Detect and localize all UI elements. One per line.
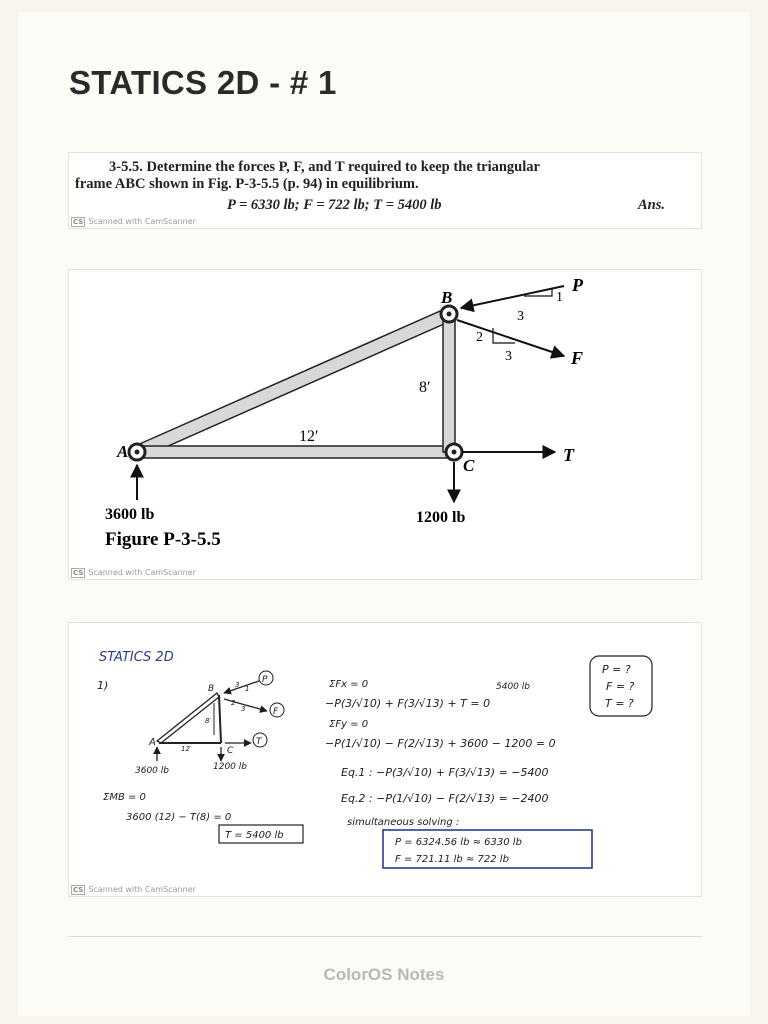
scan-watermark: CS Scanned with CamScanner [73,885,196,894]
label-c: C [463,456,475,475]
solution-image[interactable] [68,622,702,897]
f-result: F = 721.11 lb ≈ 722 lb [395,854,509,865]
sum-moment-b: ΣMB = 0 [103,792,146,803]
svg-text:2: 2 [231,699,236,707]
label-p: P [572,275,583,295]
problem-answer: P = 6330 lb; F = 722 lb; T = 5400 lb [227,197,442,213]
svg-text:3: 3 [241,705,246,713]
label-p-rise: 1 [556,290,563,305]
label-load-a: 3600 lb [105,506,155,523]
sketch-label-c: C [227,746,234,756]
svg-text:1: 1 [245,685,250,693]
sketch-label-p: P [262,675,268,685]
truss-figure [69,270,702,580]
sketch-label-f: F [273,707,279,717]
camscanner-icon: CS [73,218,84,226]
force-p-arrow [461,286,564,308]
camscanner-icon: CS [73,886,84,894]
member-ab [135,308,453,458]
sketch-label-b: B [208,684,215,694]
label-b: B [441,288,453,307]
problem-line-2: frame ABC shown in Fig. P-3-5.5 (p. 94) in equilibrium. [75,176,419,192]
label-p-run: 3 [517,309,524,324]
sketch-member-bc [219,695,221,743]
label-f: F [571,348,584,368]
problem-number: 3-5.5. [109,159,143,175]
app-footer: ColorOS Notes [323,965,445,984]
sketch-len-ac: 12′ [181,745,192,753]
label-t: T [563,445,574,465]
note-title[interactable]: STATICS 2D - # 1 [69,64,337,101]
solution-header: STATICS 2D [99,650,174,665]
moment-equation: 3600 (12) − T(8) = 0 [126,812,232,823]
camscanner-icon: CS [73,569,84,577]
equation-2: Eq.2 : −P(1/√10) − F(2/√13) = −2400 [341,792,549,805]
label-a: A [117,442,129,461]
figure-caption: Figure P-3-5.5 [105,529,221,550]
equation-1: Eq.1 : −P(3/√10) + F(3/√13) = −5400 [341,766,549,779]
solution-item: 1) [97,679,109,692]
sketch-load-c-label: 1200 lb [213,762,247,772]
problem-statement-image[interactable] [68,152,702,229]
answer-label: Ans. [638,197,666,213]
simultaneous-label: simultaneous solving : [347,817,460,828]
label-f-rise: 2 [476,330,483,345]
label-length-ac: 12′ [299,428,319,445]
sketch-len-bc: 8′ [205,717,212,725]
label-f-run: 3 [505,349,512,364]
label-load-c: 1200 lb [416,509,466,526]
p-result: P = 6324.56 lb ≈ 6330 lb [395,837,522,848]
member-ac [139,446,457,458]
member-bc [443,314,455,452]
figure-image[interactable] [68,269,702,580]
scan-watermark: CS Scanned with CamScanner [73,568,196,577]
sketch-force-p [224,681,259,693]
scan-watermark: CS Scanned with CamScanner [73,217,196,226]
svg-text:3: 3 [235,681,240,689]
sketch-load-a: 3600 lb [135,766,169,776]
label-length-bc: 8′ [419,379,431,396]
sum-fx: ΣFx = 0 [329,679,369,690]
unknown-f: F = ? [606,680,635,693]
fx-equation: −P(3/√10) + F(3/√13) + T = 0 [325,697,491,710]
sketch-label-t: T [256,737,262,747]
unknown-p: P = ? [602,663,631,676]
sketch-label-a: A [149,737,156,748]
sum-fy: ΣFy = 0 [329,719,369,730]
t-result: T = 5400 lb [225,830,284,841]
handwritten-solution [69,623,702,897]
unknown-t: T = ? [605,697,634,710]
problem-text-1: Determine the forces P, F, and T required to keep the triangular [146,159,540,175]
problem-line-1 [109,159,540,176]
t-value-note: 5400 lb [496,682,530,692]
fy-equation: −P(1/√10) − F(2/√13) + 3600 − 1200 = 0 [325,737,556,750]
footer-divider [68,936,702,937]
